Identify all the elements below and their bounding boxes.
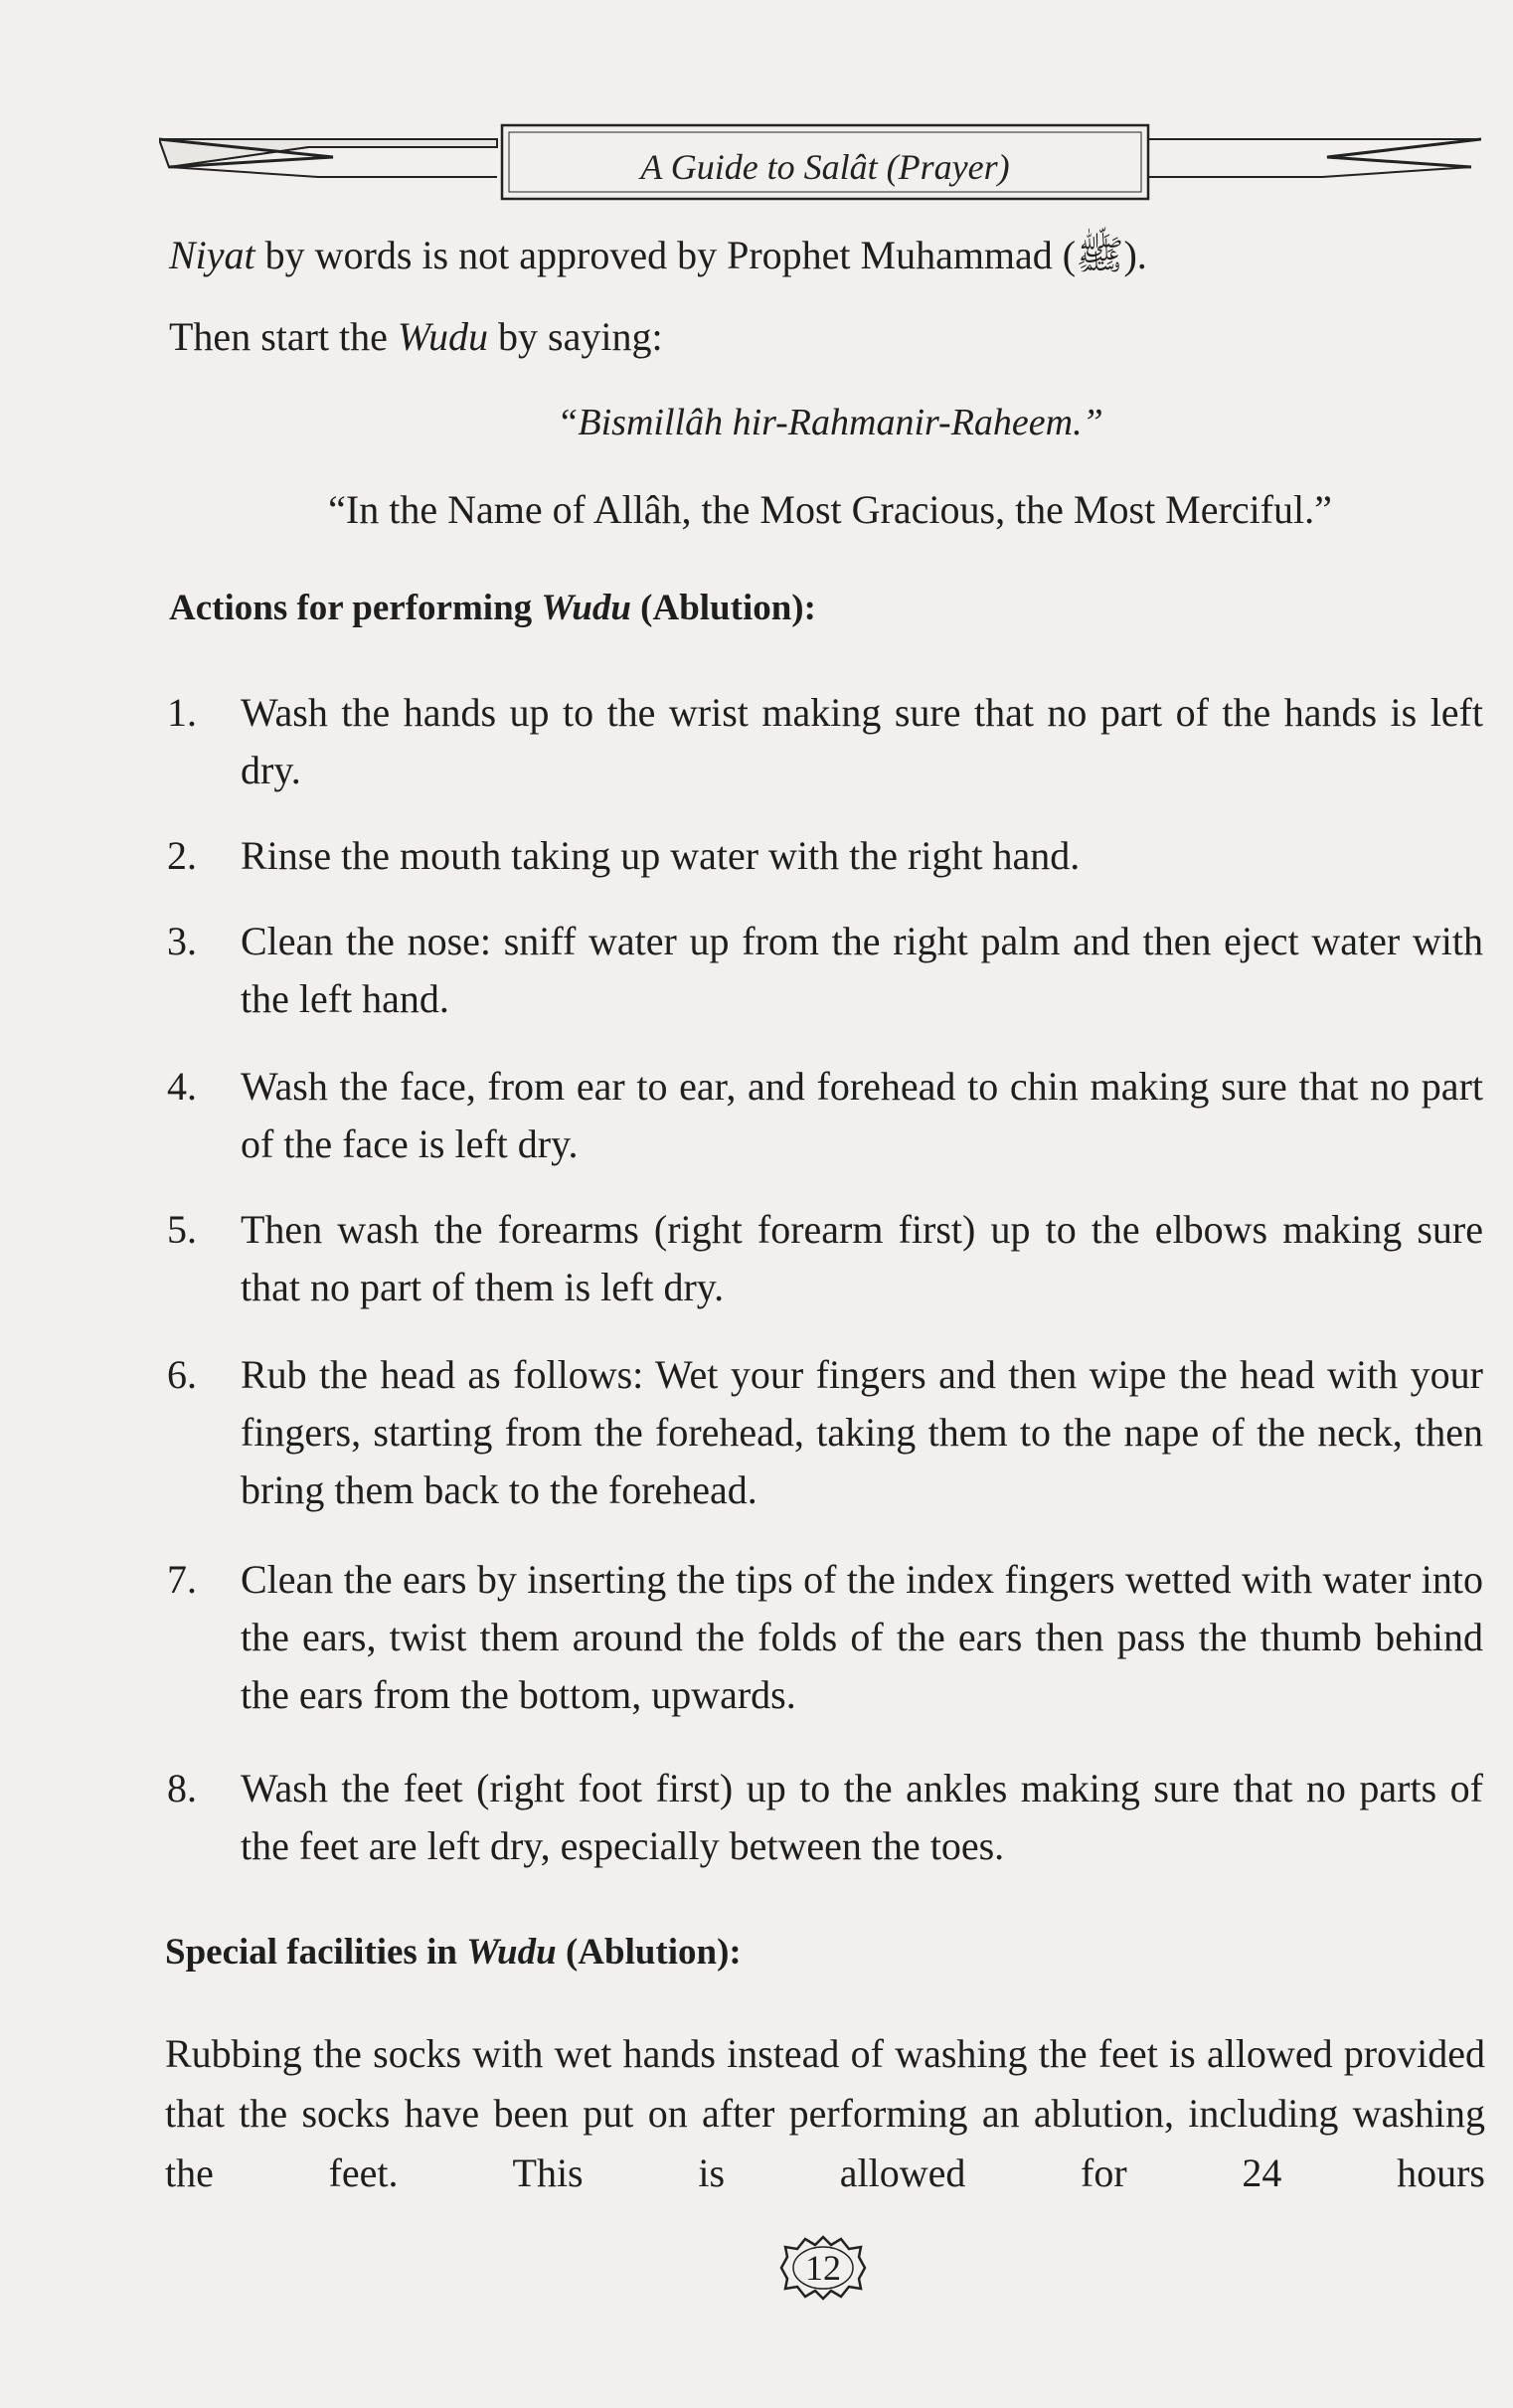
special-paragraph: Rubbing the socks with wet hands instead of washing the feet is allowed provided that the socks have been put on after performing an ablution, including washing the feet. This is allowed for 24 hours (165, 2031, 1485, 2195)
list-item-number: 5. (167, 1207, 197, 1252)
niyat-term: Niyat (169, 233, 255, 277)
list-item-text: Wash the face, from ear to ear, and forehead to chin making sure that no part of the face is left dry. (241, 1064, 1483, 1166)
list-item-number: 6. (167, 1352, 197, 1397)
actions-heading-start: Actions for performing (169, 588, 542, 628)
list-item-text: Clean the nose: sniff water up from the right palm and then eject water with the left hand. (241, 919, 1483, 1021)
list-item-text: Rub the head as follows: Wet your fingers and then wipe the head with your fingers, starting from the forehead, taking them to the nape of the neck, then bring them back to the forehead. (241, 1352, 1483, 1512)
special-heading-term: Wudu (466, 1932, 557, 1973)
list-item-text: Then wash the forearms (right forearm first) up to the elbows making sure that no part of them is left dry. (241, 1207, 1483, 1309)
page-number (775, 2233, 871, 2303)
list-item-number: 8. (167, 1766, 197, 1810)
list-item-number: 7. (167, 1557, 197, 1602)
special-heading-start: Special facilities in (165, 1932, 467, 1973)
list-item-text: Clean the ears by inserting the tips of the index fingers wetted with water into the ears, twist them around the folds of the ears then pass the thumb behind the ears from the bottom, upwards. (241, 1557, 1483, 1717)
page-number-text: 12 (805, 2248, 841, 2288)
header-title: A Guide to Salât (Prayer) (640, 147, 1010, 187)
niyat-line (169, 227, 1147, 284)
list-item-number: 1. (167, 690, 197, 735)
list-item-text: Rinse the mouth taking up water with the right hand. (241, 833, 1081, 878)
running-header (159, 117, 1481, 217)
bismillah-quote: “Bismillâh hir-Rahmanir-Raheem.” (557, 402, 1103, 443)
list-item-number: 4. (167, 1064, 197, 1109)
list-item-number: 2. (167, 833, 197, 878)
bismillah-translation: “In the Name of Allâh, the Most Gracious, the Most Merciful.” (328, 487, 1332, 532)
list-item-text: Wash the feet (right foot first) up to the ankles making sure that no parts of the feet are left dry, especially between the toes. (241, 1766, 1483, 1868)
start-wudu-end: by saying: (488, 314, 663, 359)
start-wudu-text: Then start the (169, 314, 398, 359)
actions-heading-end: (Ablution): (630, 588, 816, 628)
wudu-term: Wudu (397, 314, 489, 359)
special-heading (165, 1931, 742, 1974)
niyat-line-text: by words is not approved by Prophet Muhammad (ﷺ). (254, 233, 1147, 277)
start-wudu-line (169, 308, 663, 366)
special-heading-end: (Ablution): (556, 1932, 742, 1973)
list-item-number: 3. (167, 919, 197, 963)
actions-heading (169, 587, 816, 629)
list-item-text: Wash the hands up to the wrist making sure that no part of the hands is left dry. (241, 690, 1483, 792)
actions-heading-term: Wudu (541, 588, 631, 628)
